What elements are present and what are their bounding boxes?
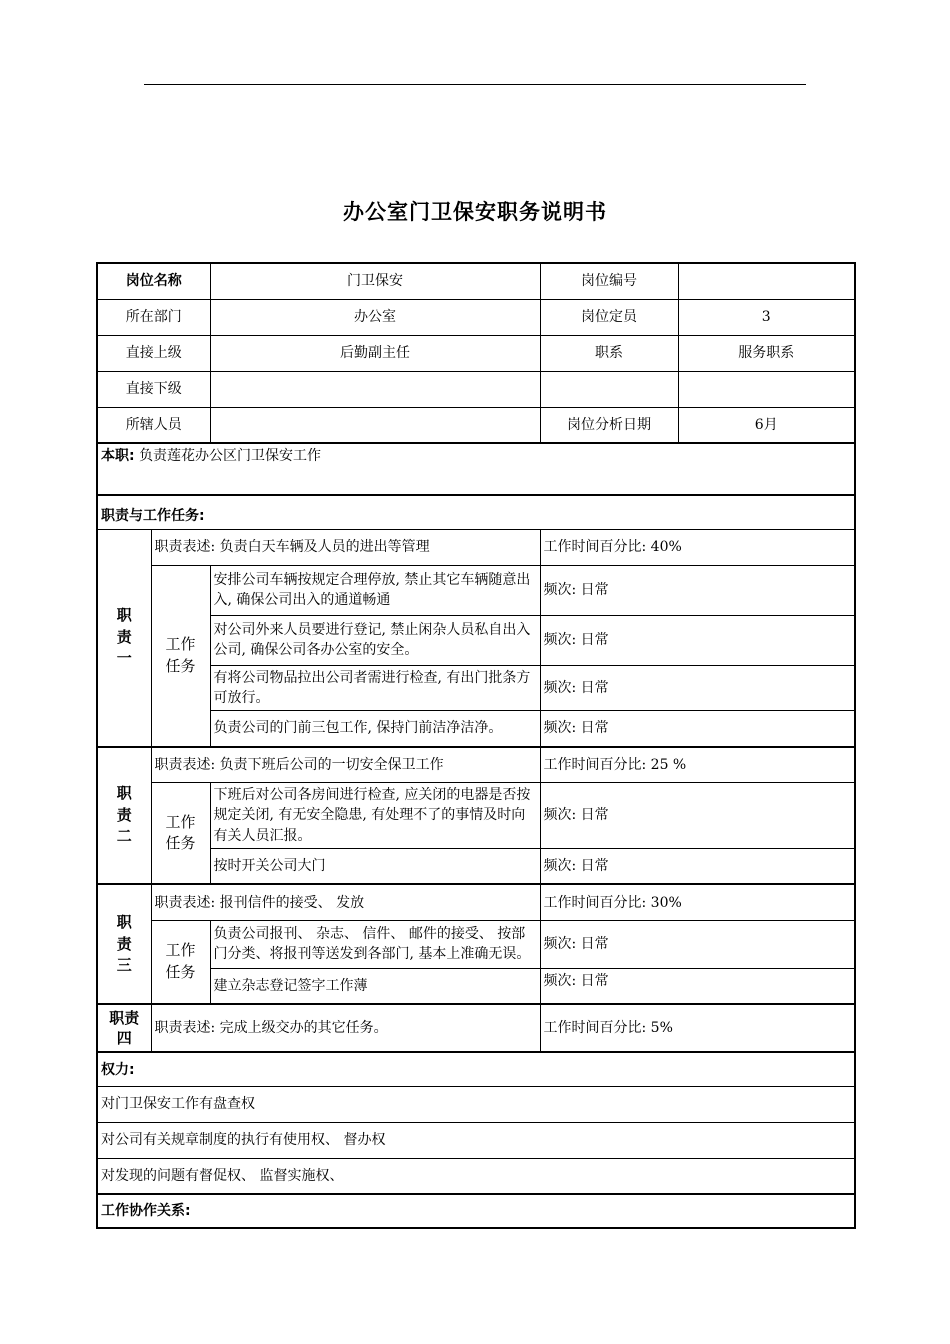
department-label: 所在部门 <box>97 299 210 335</box>
subordinate-value <box>210 371 540 407</box>
duty-1-time-pct: 工作时间百分比: 40% <box>540 529 855 565</box>
duty-1-label: 职 责 一 <box>97 529 151 747</box>
duty-3-description: 职责表述: 报刊信件的接受、 发放 <box>151 884 540 920</box>
duty-4-label: 职责 四 <box>97 1004 151 1052</box>
subordinate-label: 直接下级 <box>97 371 210 407</box>
headcount-label: 岗位定员 <box>540 299 678 335</box>
summary-label: 本职: <box>101 448 135 464</box>
duty-1-task-3: 有将公司物品拉出公司者需进行检查, 有出门批条方可放行。 <box>210 665 540 711</box>
authority-item-2: 对公司有关规章制度的执行有使用权、 督办权 <box>97 1122 855 1158</box>
duty-1-task-1: 安排公司车辆按规定合理停放, 禁止其它车辆随意出入, 确保公司出入的通道畅通 <box>210 565 540 615</box>
duty-1-task-1-freq: 频次: 日常 <box>540 565 855 615</box>
position-code-label: 岗位编号 <box>540 263 678 299</box>
duty-4-time-pct: 工作时间百分比: 5% <box>540 1004 855 1052</box>
duty-2-label: 职 责 二 <box>97 747 151 885</box>
duty-3-label: 职 责 三 <box>97 884 151 1004</box>
duty-1-task-4-freq: 频次: 日常 <box>540 711 855 747</box>
duty-2-task-2: 按时开关公司大门 <box>210 848 540 884</box>
duties-header: 职责与工作任务: <box>97 495 855 529</box>
job-description-table <box>96 262 856 1229</box>
headcount-value: 3 <box>678 299 855 335</box>
empty-cell <box>678 371 855 407</box>
managed-staff-label: 所辖人员 <box>97 407 210 443</box>
superior-value: 后勤副主任 <box>210 335 540 371</box>
duty-4-description: 职责表述: 完成上级交办的其它任务。 <box>151 1004 540 1052</box>
summary-text: 负责莲花办公区门卫保安工作 <box>139 448 322 464</box>
duty-3-task-2: 建立杂志登记签字工作薄 <box>210 968 540 1004</box>
analysis-date-value: 6月 <box>678 407 855 443</box>
job-family-label: 职系 <box>540 335 678 371</box>
analysis-date-label: 岗位分析日期 <box>540 407 678 443</box>
authority-item-1: 对门卫保安工作有盘查权 <box>97 1086 855 1122</box>
duty-1-task-3-freq: 频次: 日常 <box>540 665 855 711</box>
duty-3-task-1-freq: 频次: 日常 <box>540 920 855 968</box>
superior-label: 直接上级 <box>97 335 210 371</box>
duty-3-task-label: 工作 任务 <box>151 920 210 1004</box>
header-rule <box>144 84 806 85</box>
duty-1-task-label: 工作 任务 <box>151 565 210 747</box>
duty-1-description: 职责表述: 负责白天车辆及人员的进出等管理 <box>151 529 540 565</box>
authority-header: 权力: <box>97 1052 855 1086</box>
duty-2-description: 职责表述: 负责下班后公司的一切安全保卫工作 <box>151 747 540 783</box>
department-value: 办公室 <box>210 299 540 335</box>
empty-cell <box>540 371 678 407</box>
authority-item-3: 对发现的问题有督促权、 监督实施权、 <box>97 1158 855 1194</box>
duty-2-task-1-freq: 频次: 日常 <box>540 783 855 849</box>
job-family-value: 服务职系 <box>678 335 855 371</box>
position-name-label: 岗位名称 <box>97 263 210 299</box>
duty-2-task-2-freq: 频次: 日常 <box>540 848 855 884</box>
duty-1-task-2-freq: 频次: 日常 <box>540 615 855 665</box>
position-name-value: 门卫保安 <box>210 263 540 299</box>
managed-staff-value <box>210 407 540 443</box>
document-title: 办公室门卫保安职务说明书 <box>343 200 607 224</box>
duty-2-time-pct: 工作时间百分比: 25 % <box>540 747 855 783</box>
duty-3-task-1: 负责公司报刊、 杂志、 信件、 邮件的接受、 按部门分类、将报刊等送发到各部门, 基本上准确无误。 <box>210 920 540 968</box>
duty-2-task-1: 下班后对公司各房间进行检查, 应关闭的电器是否按规定关闭, 有无安全隐患, 有处理不了的事情及时向有关人员汇报。 <box>210 783 540 849</box>
duty-1-task-2: 对公司外来人员要进行登记, 禁止闲杂人员私自出入公司, 确保公司各办公室的安全。 <box>210 615 540 665</box>
duty-3-task-2-freq: 频次: 日常 <box>540 968 855 1004</box>
position-code-value <box>678 263 855 299</box>
cooperation-header: 工作协作关系: <box>97 1194 855 1228</box>
duty-1-task-4: 负责公司的门前三包工作, 保持门前洁净洁净。 <box>210 711 540 747</box>
duty-2-task-label: 工作 任务 <box>151 783 210 885</box>
summary-row <box>97 443 855 495</box>
duty-3-time-pct: 工作时间百分比: 30% <box>540 884 855 920</box>
